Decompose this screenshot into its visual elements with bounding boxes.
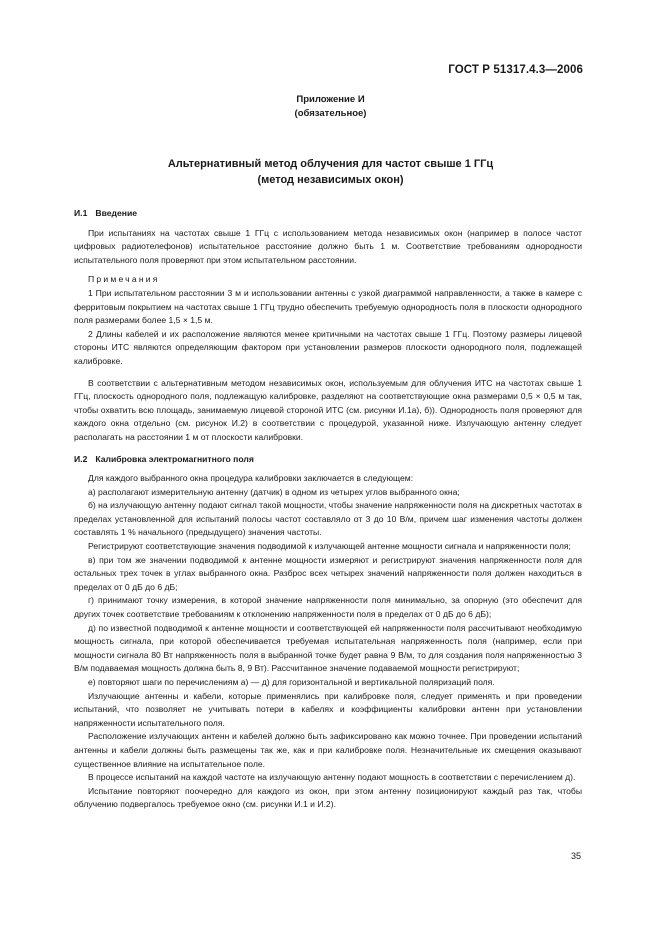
- paragraph-position: Расположение излучающих антенн и кабелей должно быть зафиксировано как можно точнее. При проведении испытаний антенны и кабели должны быть размещены так же, как и при калибровке поля. Незначительные их смещения оказывают существенное влияние на испытательное поле.: [74, 731, 582, 769]
- appendix-status: (обязательное): [294, 108, 367, 119]
- page-number: 35: [570, 851, 581, 861]
- paragraph-power: В процессе испытаний на каждой частоте на излучающую антенну подают мощность в соответствии с перечислением д).: [88, 772, 576, 783]
- section2-title: Калибровка электромагнитного поля: [95, 453, 254, 464]
- section2-number: И.2: [74, 453, 88, 464]
- list-item-b-continued: Регистрируют соответствующие значения подводимой к излучающей антенне мощности сигнала и напряженности поля;: [88, 541, 571, 552]
- list-item-a: а) располагают измерительную антенну (датчик) в одном из четырех углов выбранного окна;: [88, 486, 460, 497]
- section1-number: И.1: [74, 208, 88, 218]
- section2-intro: Для каждого выбранного окна процедура калибровки заключается в следующем:: [88, 473, 414, 484]
- note-2: 2 Длины кабелей и их расположение являются менее критичными на частотах свыше 1 ГГц. Поэтому размеры лицевой стороны ИТС являются определяющим фактором при установлении размеров плоскости однородного поля, подлежащей калибровке.: [74, 328, 582, 366]
- paragraph-antennas: Излучающие антенны и кабели, которые применялись при калибровке поля, следует применять и при проведении испытаний, что позволяет не учитывать потери в кабелях и коэффициенты калибровки антенн при установлении напряженности испытательного поля.: [74, 690, 582, 728]
- section1-title: Введение: [95, 208, 138, 218]
- notes-label: Примечания: [88, 274, 160, 285]
- list-item-e: д) по известной подводимой к антенне мощности и соответствующей ей напряженности поля рассчитывают необходимую мощность сигнала, при которой обеспечивается требуемая испытательная напряженность поля (например, если при мощности сигнала 80 Вт напряженность поля в выбранной точке будет равна 9 В/м, то для создания поля напряженностью 3 В/м подаваемая мощность должна быть 8, 9 Вт). Рассчитанное значение подаваемой мощности регистрируют;: [74, 622, 582, 674]
- paragraph-repeat: Испытание повторяют поочередно для каждого из окон, при этом антенну позиционируют каждый раз так, чтобы облучению подвергалось требуемое окно (см. рисунки И.1 и И.2).: [74, 785, 582, 810]
- document-body: [74, 207, 582, 812]
- section1-paragraph: При испытаниях на частотах свыше 1 ГГц с использованием метода независимых окон (например в полосе частот цифровых радиотелефонов) испытательное расстояние должно быть 1 м. Соответствие требованиям однородности испытательного поля проверяют при этом испытательном расстоянии.: [74, 227, 582, 265]
- section2-heading: [74, 453, 582, 467]
- appendix-heading: [0, 93, 661, 121]
- document-title: [0, 156, 661, 188]
- section1-heading: [74, 207, 582, 221]
- standard-number: ГОСТ Р 51317.4.3—2006: [448, 64, 583, 76]
- appendix-title: Приложение И: [296, 94, 365, 105]
- list-item-d: г) принимают точку измерения, в которой значение напряженности поля минимально, за опорную (это обеспечит для других точек соответствие требованиям к отклонению напряженности поля в пределах от 0 дБ до 6 дБ);: [74, 595, 582, 620]
- list-item-f: е) повторяют шаги по перечислениям а) — д) для горизонтальной и вертикальной поляризаций поля.: [88, 677, 495, 687]
- section1-paragraph-2: В соответствии с альтернативным методом независимых окон, используемым для облучения ИТС на частотах свыше 1 ГГц, плоскость однородного поля, подлежащую калибровке, разделяют на соответствующие окна размерами 0,5 × 0,5 м так, чтобы охватить всю площадь, занимаемую лицевой стороной ИТС (см. рисунки И.1а), б)). Однородность поля проверяют для каждого окна отдельно (см. рисунок И.2) в соответствии с процедурой, указанной ниже. Излучающую антенну следует располагать на расстоянии 1 м от плоскости калибровки.: [74, 377, 582, 442]
- note-1: 1 При испытательном расстоянии 3 м и использовании антенны с узкой диаграммой направленности, а также в камере с ферритовым покрытием на частотах свыше 1 ГГц трудно обеспечить требуемую однородность поля в плоскости однородного поля размерами более 1,5 × 1,5 м.: [74, 287, 582, 326]
- document-title-line1: Альтернативный метод облучения для частот свыше 1 ГГц: [167, 158, 494, 170]
- list-item-c: в) при том же значении подводимой к антенне мощности измеряют и регистрируют значения напряженности поля для остальных трех точек в углах выбранного окна. Разброс всех четырех значений напряженности поля должен находиться в пределах от 0 дБ до 6 дБ;: [74, 554, 582, 592]
- list-item-b: б) на излучающую антенну подают сигнал такой мощности, чтобы значение напряженности поля на дискретных частотах в пределах установленной для испытаний полосы частот составляло от 3 до 10 В/м, причем шаг изменения частоты должен составлять 1 % начального (предыдущего) значения частоты.: [74, 500, 582, 538]
- document-title-line2: (метод независимых окон): [257, 174, 404, 186]
